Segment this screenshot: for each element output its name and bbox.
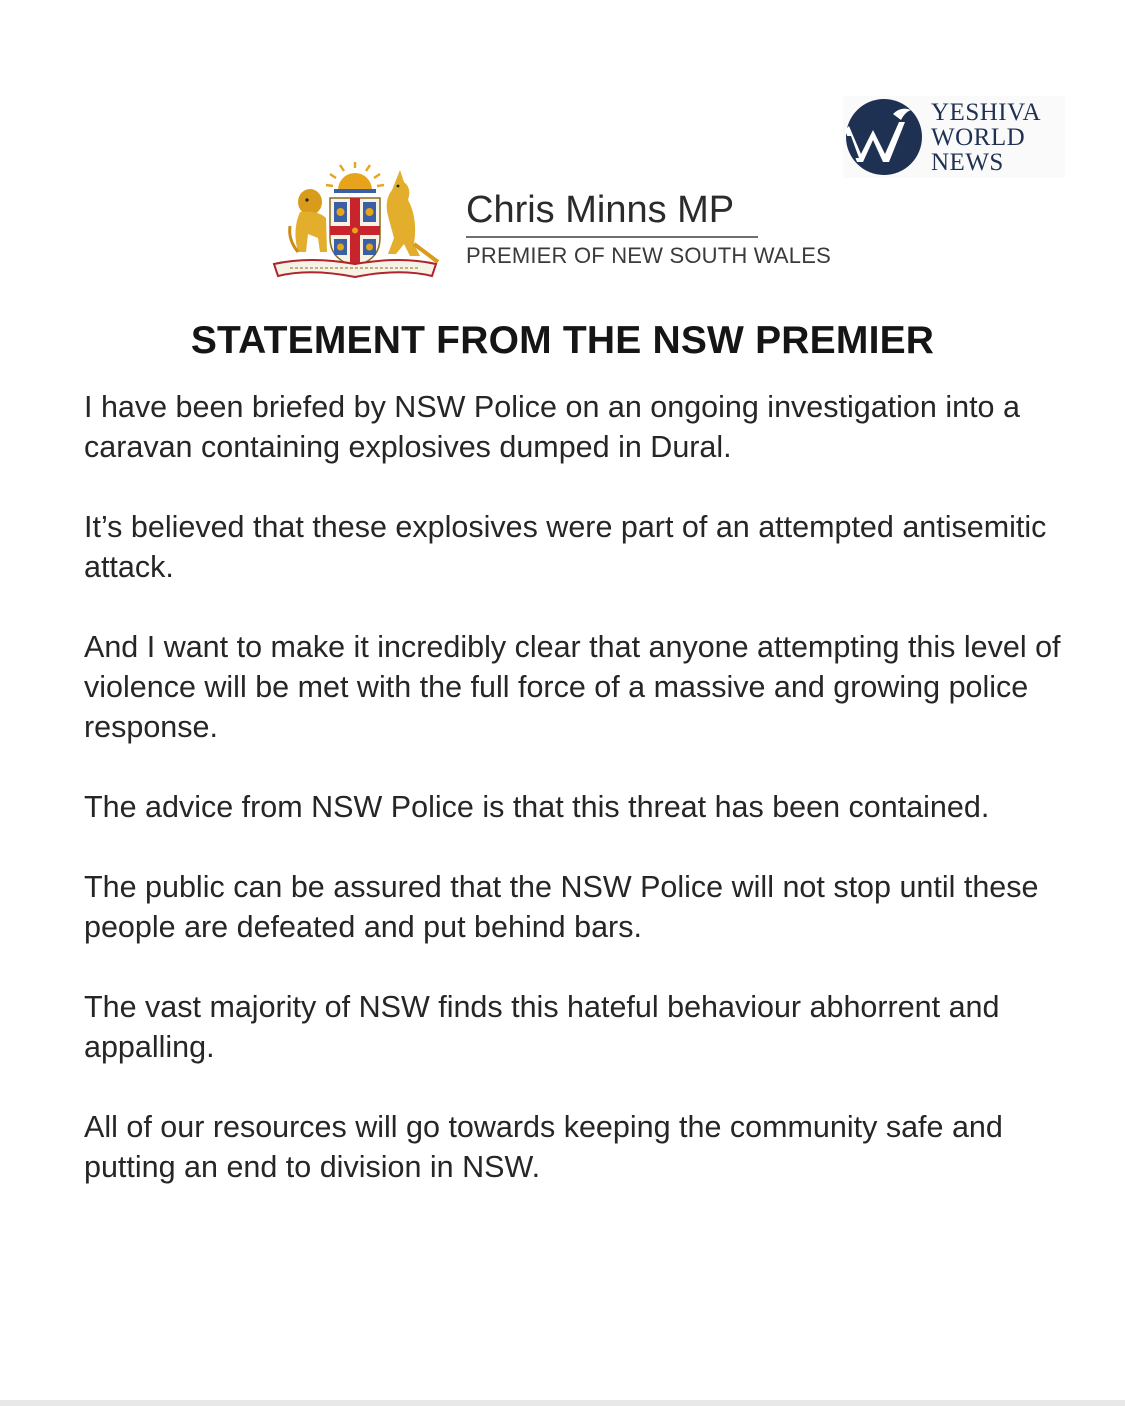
yeshiva-world-news-watermark xyxy=(843,96,1065,178)
statement-paragraph-5: The public can be assured that the NSW Police will not stop until these people are defeated and put behind bars. xyxy=(84,870,1039,944)
statement-paragraph-4: The advice from NSW Police is that this threat has been contained. xyxy=(84,790,990,824)
author-block xyxy=(466,188,831,269)
page-bottom-edge xyxy=(0,1400,1125,1406)
statement-paragraph-2: It’s believed that these explosives were part of an attempted antisemitic attack. xyxy=(84,510,1047,584)
kangaroo-icon xyxy=(387,170,438,262)
author-role: PREMIER OF NEW SOUTH WALES xyxy=(466,243,831,268)
nsw-coat-of-arms-icon xyxy=(270,160,440,285)
statement-paragraph-1: I have been briefed by NSW Police on an ongoing investigation into a caravan containing explosives dumped in Dural. xyxy=(84,390,1020,464)
statement-body xyxy=(84,387,1084,1227)
shield-icon xyxy=(330,198,380,266)
rising-sun-icon xyxy=(326,162,384,193)
statement-paragraph-3: And I want to make it incredibly clear that anyone attempting this level of violence will be met with the full force of a massive and growing police response. xyxy=(84,630,1061,744)
watermark-line-2: WORLD xyxy=(931,123,1026,151)
author-name: Chris Minns MP xyxy=(466,188,758,238)
statement-paragraph-7: All of our resources will go towards keeping the community safe and putting an end to division in NSW. xyxy=(84,1110,1003,1184)
lion-icon xyxy=(290,189,327,252)
watermark-line-1: YESHIVA xyxy=(931,98,1041,126)
ywn-logo-icon xyxy=(843,96,925,178)
watermark-line-3: NEWS xyxy=(931,148,1004,176)
statement-title: STATEMENT FROM THE NSW PREMIER xyxy=(190,319,935,362)
statement-paragraph-6: The vast majority of NSW finds this hateful behaviour abhorrent and appalling. xyxy=(84,990,1000,1064)
